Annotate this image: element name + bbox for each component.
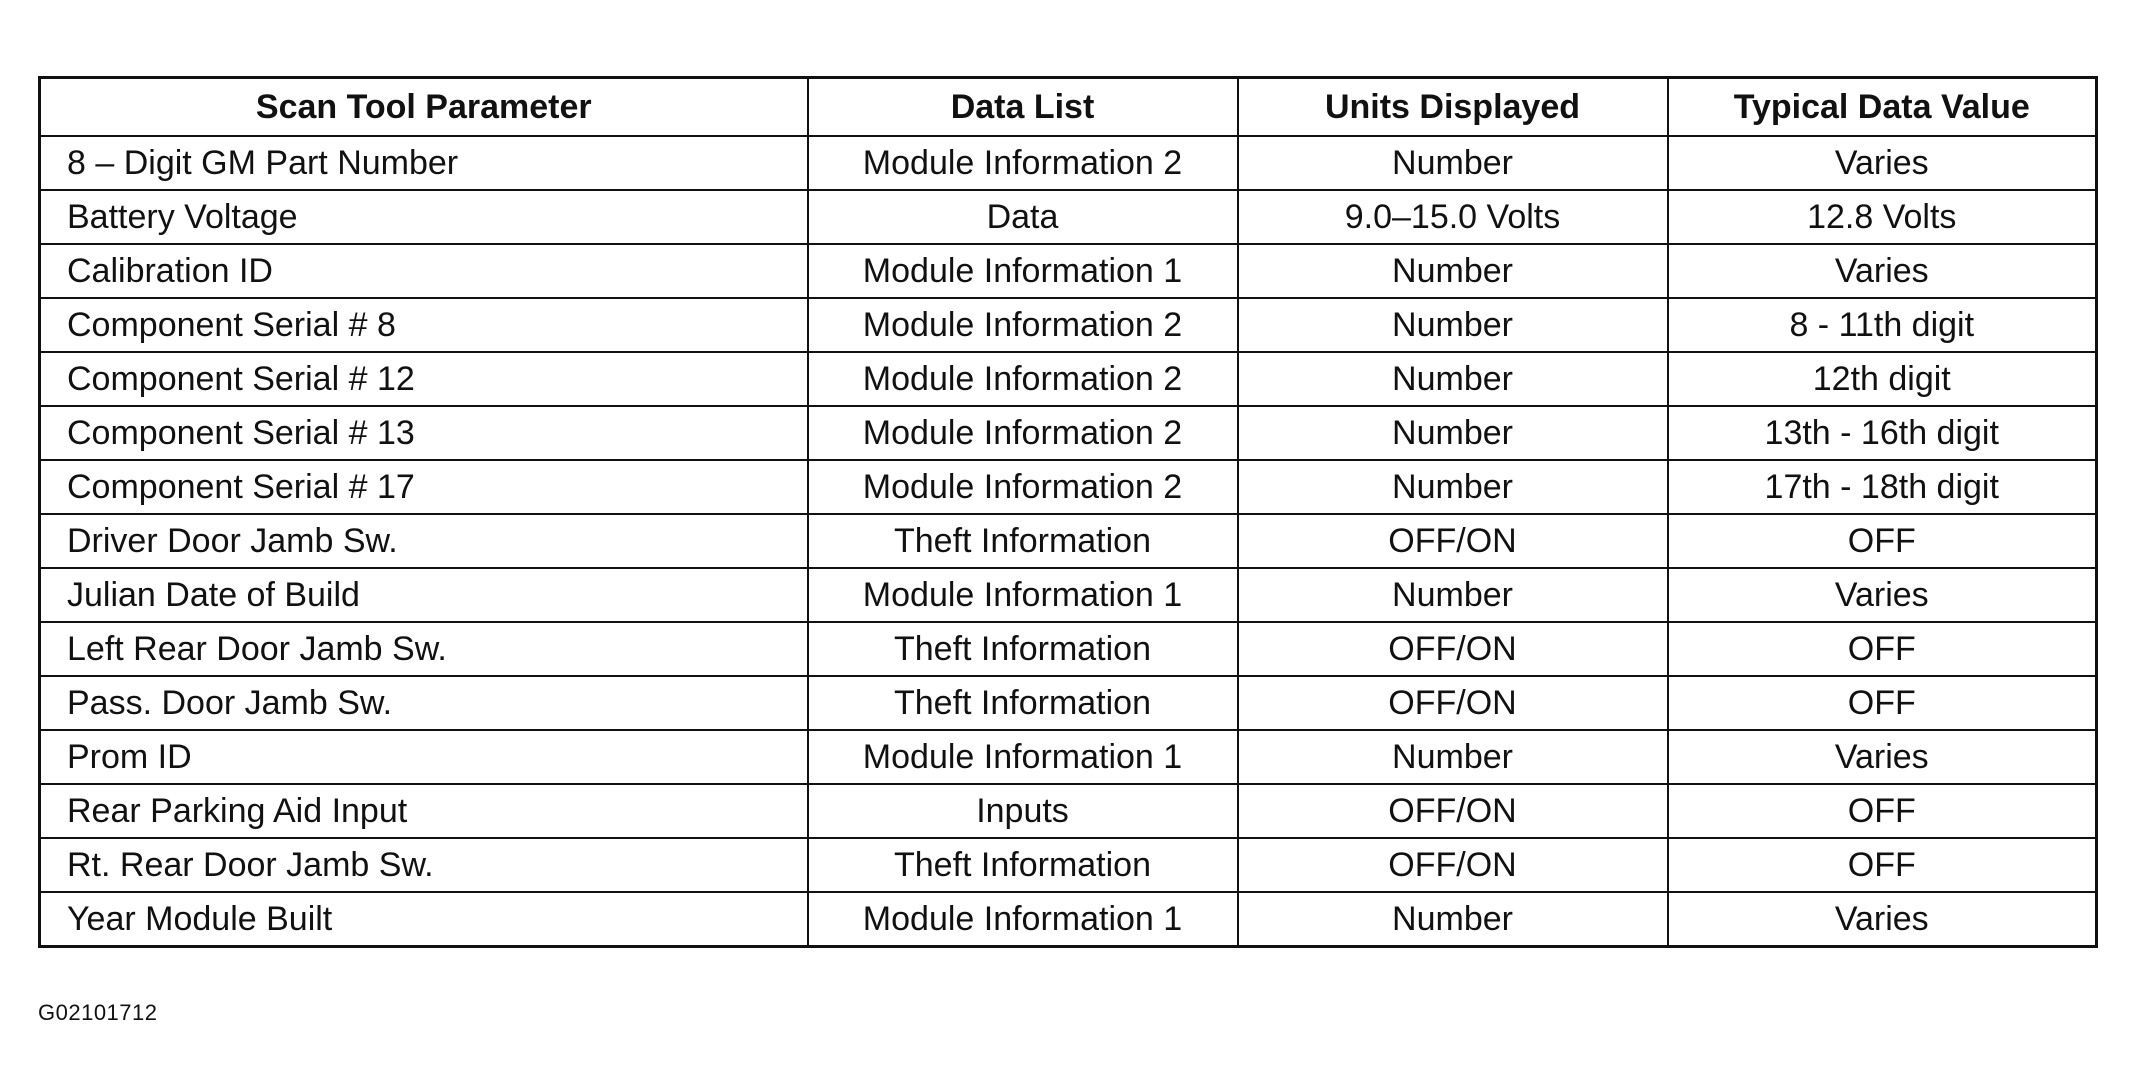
cell-typical-value: Varies xyxy=(1668,892,2097,947)
cell-data-list: Theft Information xyxy=(808,676,1238,730)
cell-units: Number xyxy=(1238,730,1668,784)
figure-id-label: G02101712 xyxy=(38,1000,158,1025)
table-row xyxy=(40,568,2097,622)
cell-parameter: Component Serial # 17 xyxy=(40,460,808,514)
cell-units: Number xyxy=(1238,352,1668,406)
header-data-list: Data List xyxy=(808,78,1238,137)
table-row xyxy=(40,784,2097,838)
cell-units: OFF/ON xyxy=(1238,514,1668,568)
table-row xyxy=(40,676,2097,730)
cell-typical-value: OFF xyxy=(1668,676,2097,730)
table-row xyxy=(40,244,2097,298)
table-header-row xyxy=(40,78,2097,137)
cell-data-list: Inputs xyxy=(808,784,1238,838)
cell-parameter: 8 – Digit GM Part Number xyxy=(40,136,808,190)
cell-typical-value: Varies xyxy=(1668,568,2097,622)
table-row xyxy=(40,298,2097,352)
table-row xyxy=(40,892,2097,947)
cell-units: OFF/ON xyxy=(1238,676,1668,730)
cell-parameter: Component Serial # 13 xyxy=(40,406,808,460)
table-row xyxy=(40,352,2097,406)
cell-data-list: Module Information 1 xyxy=(808,730,1238,784)
cell-data-list: Module Information 1 xyxy=(808,568,1238,622)
cell-typical-value: OFF xyxy=(1668,784,2097,838)
cell-units: Number xyxy=(1238,298,1668,352)
cell-parameter: Component Serial # 12 xyxy=(40,352,808,406)
cell-data-list: Module Information 2 xyxy=(808,460,1238,514)
cell-typical-value: OFF xyxy=(1668,622,2097,676)
cell-parameter: Julian Date of Build xyxy=(40,568,808,622)
cell-units: 9.0–15.0 Volts xyxy=(1238,190,1668,244)
cell-data-list: Module Information 2 xyxy=(808,352,1238,406)
cell-typical-value: 12.8 Volts xyxy=(1668,190,2097,244)
header-scan-tool-parameter: Scan Tool Parameter xyxy=(40,78,808,137)
cell-typical-value: Varies xyxy=(1668,136,2097,190)
cell-parameter: Calibration ID xyxy=(40,244,808,298)
scan-tool-data-table xyxy=(38,76,2098,948)
cell-parameter: Component Serial # 8 xyxy=(40,298,808,352)
header-typical-data-value: Typical Data Value xyxy=(1668,78,2097,137)
header-units-displayed: Units Displayed xyxy=(1238,78,1668,137)
table-row xyxy=(40,730,2097,784)
cell-units: Number xyxy=(1238,244,1668,298)
cell-data-list: Data xyxy=(808,190,1238,244)
table-row xyxy=(40,514,2097,568)
table-row xyxy=(40,190,2097,244)
table-row xyxy=(40,460,2097,514)
cell-typical-value: Varies xyxy=(1668,730,2097,784)
cell-parameter: Rear Parking Aid Input xyxy=(40,784,808,838)
cell-units: Number xyxy=(1238,892,1668,947)
cell-data-list: Module Information 2 xyxy=(808,406,1238,460)
cell-data-list: Theft Information xyxy=(808,622,1238,676)
cell-data-list: Theft Information xyxy=(808,838,1238,892)
cell-units: OFF/ON xyxy=(1238,784,1668,838)
cell-parameter: Rt. Rear Door Jamb Sw. xyxy=(40,838,808,892)
cell-parameter: Battery Voltage xyxy=(40,190,808,244)
table-row xyxy=(40,406,2097,460)
cell-units: Number xyxy=(1238,460,1668,514)
cell-units: Number xyxy=(1238,568,1668,622)
cell-parameter: Year Module Built xyxy=(40,892,808,947)
table-row xyxy=(40,136,2097,190)
cell-data-list: Module Information 1 xyxy=(808,892,1238,947)
cell-units: Number xyxy=(1238,406,1668,460)
cell-parameter: Prom ID xyxy=(40,730,808,784)
cell-data-list: Module Information 2 xyxy=(808,136,1238,190)
cell-typical-value: 8 - 11th digit xyxy=(1668,298,2097,352)
cell-units: OFF/ON xyxy=(1238,622,1668,676)
cell-typical-value: 13th - 16th digit xyxy=(1668,406,2097,460)
cell-typical-value: 17th - 18th digit xyxy=(1668,460,2097,514)
cell-data-list: Module Information 1 xyxy=(808,244,1238,298)
cell-typical-value: OFF xyxy=(1668,514,2097,568)
cell-typical-value: OFF xyxy=(1668,838,2097,892)
cell-parameter: Driver Door Jamb Sw. xyxy=(40,514,808,568)
cell-typical-value: Varies xyxy=(1668,244,2097,298)
cell-parameter: Left Rear Door Jamb Sw. xyxy=(40,622,808,676)
table-row xyxy=(40,622,2097,676)
cell-data-list: Module Information 2 xyxy=(808,298,1238,352)
cell-data-list: Theft Information xyxy=(808,514,1238,568)
table-row xyxy=(40,838,2097,892)
cell-typical-value: 12th digit xyxy=(1668,352,2097,406)
cell-units: Number xyxy=(1238,136,1668,190)
cell-parameter: Pass. Door Jamb Sw. xyxy=(40,676,808,730)
cell-units: OFF/ON xyxy=(1238,838,1668,892)
